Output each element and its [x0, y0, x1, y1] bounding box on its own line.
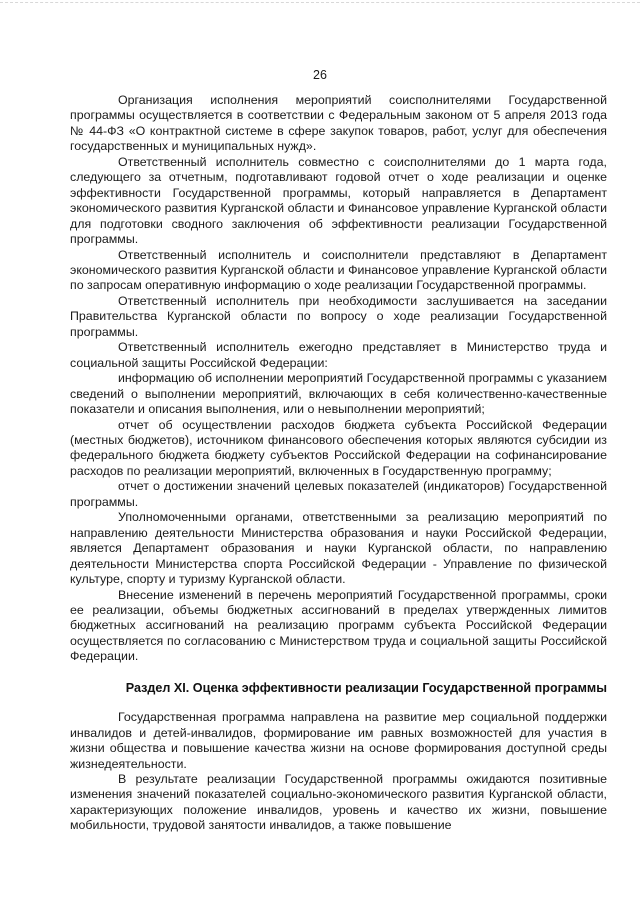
- paragraph: Внесение изменений в перечень мероприятий Государственной программы, сроки ее реализации, объемы бюджетных ассигнований в пределах утвержденных лимитов бюджетных ассигнований на реализацию программ субъекта Российской Федерации осуществляется по согласованию с Министерством труда и социальной защиты Российской Федерации.: [70, 587, 607, 664]
- paragraph: Государственная программа направлена на развитие мер социальной поддержки инвалидов и детей-инвалидов, формирование им равных возможностей для участия в жизни общества и повышение качества жизни на основе формирования доступной среды жизнедеятельности.: [70, 710, 607, 771]
- paragraph: Ответственный исполнитель при необходимости заслушивается на заседании Правительства Курганской области по вопросу о ходе реализации Государственной программы.: [70, 293, 607, 339]
- scan-top-edge: [0, 2, 640, 3]
- paragraph: Ответственный исполнитель ежегодно представляет в Министерство труда и социальной защиты Российской Федерации:: [70, 340, 607, 370]
- list-paragraph: информацию об исполнении мероприятий Государственной программы с указанием сведений о выполнении мероприятий, включающих в себя количественно-качественные показатели и описания выполнения, или о невыполнении мероприятий;: [70, 371, 607, 417]
- section-heading: Раздел XI. Оценка эффективности реализации Государственной программы: [125, 680, 607, 695]
- paragraph: В результате реализации Государственной программы ожидаются позитивные изменения значений показателей социально-экономического развития Курганской области, характеризующих положение инвалидов, уровень и качество их жизни, повышение мобильности, трудовой занятости инвалидов, а также повышение: [70, 772, 607, 833]
- list-paragraph: отчет о достижении значений целевых показателей (индикаторов) Государственной программы.: [70, 479, 607, 509]
- paragraph: Уполномоченными органами, ответственными за реализацию мероприятий по направлению деятельности Министерства образования и науки Российской Федерации, является Департамент образования и науки Курганской области, по направлению деятельности Министерства спорта Российской Федерации - Управление по физической культуре, спорту и туризму Курганской области.: [70, 510, 607, 587]
- paragraph: Ответственный исполнитель и соисполнители представляют в Департамент экономического развития Курганской области и Финансовое управление Курганской области по запросам оперативную информацию о ходе реализации Государственной программы.: [70, 247, 607, 293]
- paragraph: Ответственный исполнитель совместно с соисполнителями до 1 марта года, следующего за отчетным, подготавливают годовой отчет о ходе реализации и оценке эффективности Государственной программы, который направляется в Департамент экономического развития Курганской области и Финансовое управление Курганской области для подготовки сводного заключения об эффективности реализации Государственной программы.: [70, 154, 607, 247]
- paragraph: Организация исполнения мероприятий соисполнителями Государственной программы осуществляется в соответствии с Федеральным законом от 5 апреля 2013 года № 44-ФЗ «О контрактной системе в сфере закупок товаров, работ, услуг для обеспечения государственных и муниципальных нужд».: [70, 93, 607, 154]
- page-number: 26: [313, 68, 327, 82]
- list-paragraph: отчет об осуществлении расходов бюджета субъекта Российской Федерации (местных бюджетов), источником финансового обеспечения которых являются субсидии из федерального бюджета бюджету субъектов Российской Федерации на софинансирование расходов по реализации мероприятий, включенных в Государственную программу;: [70, 417, 607, 478]
- document-body: [70, 93, 607, 834]
